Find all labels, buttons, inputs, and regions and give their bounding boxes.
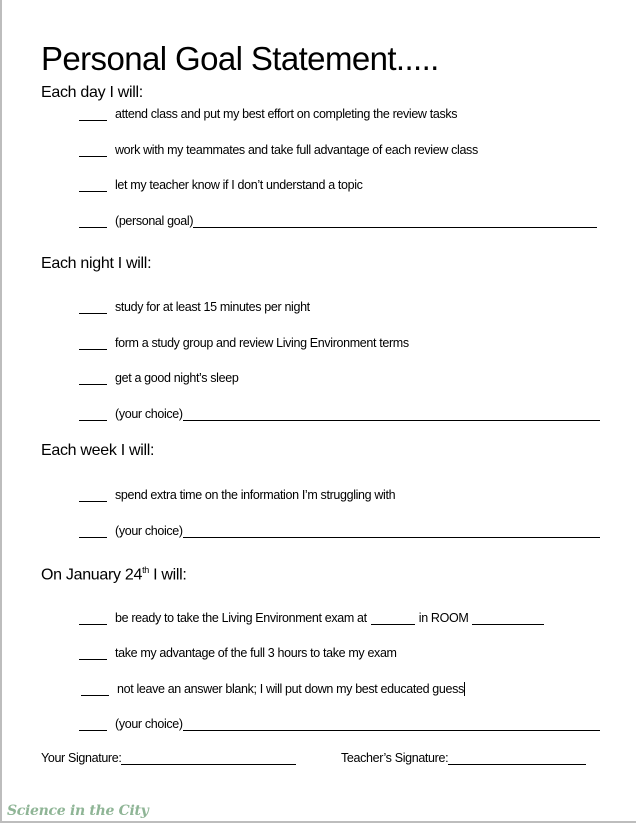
fill-line[interactable] (183, 407, 600, 421)
page-title: Personal Goal Statement..... (41, 40, 439, 77)
check-blank[interactable] (79, 178, 107, 192)
goal-text: (your choice) (115, 524, 183, 538)
check-blank[interactable] (79, 407, 107, 421)
goal-item (79, 644, 397, 660)
heading-superscript: th (142, 565, 149, 575)
goal-text: study for at least 15 minutes per night (115, 300, 310, 314)
time-fill-line[interactable] (371, 611, 415, 625)
goal-item (79, 522, 600, 538)
goal-text: (your choice) (115, 407, 183, 421)
check-blank[interactable] (79, 300, 107, 314)
goal-text: be ready to take the Living Environment exam at (115, 611, 367, 625)
goal-item (79, 141, 478, 157)
check-blank[interactable] (79, 488, 107, 502)
goal-text: (personal goal) (115, 214, 194, 228)
check-blank[interactable] (79, 717, 107, 731)
fill-line[interactable] (183, 524, 600, 538)
goal-text: attend class and put my best effort on completing the review tasks (115, 107, 458, 121)
check-blank[interactable] (81, 682, 109, 696)
check-blank[interactable] (79, 371, 107, 385)
section-heading-night: Each night I will: (41, 255, 152, 272)
your-signature-line[interactable] (121, 751, 296, 765)
goal-text: (your choice) (115, 717, 183, 731)
teacher-signature (341, 751, 586, 765)
goal-item (81, 680, 465, 696)
text-cursor (464, 682, 465, 696)
goal-item (79, 486, 395, 502)
goal-text: form a study group and review Living Environment terms (115, 336, 409, 350)
goal-text: in ROOM (418, 611, 469, 625)
goal-item (79, 176, 363, 192)
teacher-signature-label: Teacher’s Signature: (341, 751, 449, 765)
goal-item (79, 609, 544, 625)
teacher-signature-line[interactable] (448, 751, 586, 765)
fill-line[interactable] (183, 717, 600, 731)
footer-watermark: Science in the City (7, 803, 149, 819)
goal-text: get a good night’s sleep (115, 371, 239, 385)
section-heading-week: Each week I will: (41, 442, 155, 459)
check-blank[interactable] (79, 336, 107, 350)
goal-item (79, 334, 409, 350)
section-heading-day: Each day I will: (41, 84, 143, 101)
goal-text: take my advantage of the full 3 hours to take my exam (115, 646, 397, 660)
goal-text: let my teacher know if I don’t understand a topic (115, 178, 363, 192)
goal-item (79, 369, 238, 385)
room-fill-line[interactable] (472, 611, 544, 625)
goal-item (79, 105, 457, 121)
your-signature (41, 751, 296, 765)
check-blank[interactable] (79, 107, 107, 121)
heading-text: On January 24 (41, 566, 143, 584)
goal-item (79, 715, 600, 731)
fill-line[interactable] (193, 214, 597, 228)
section-heading-exam-day (41, 565, 187, 584)
check-blank[interactable] (79, 143, 107, 157)
check-blank[interactable] (79, 524, 107, 538)
goal-item (79, 298, 310, 314)
goal-item (79, 212, 597, 228)
your-signature-label: Your Signature: (41, 751, 122, 765)
check-blank[interactable] (79, 214, 107, 228)
goal-text: spend extra time on the information I’m struggling with (115, 488, 396, 502)
goal-text: work with my teammates and take full advantage of each review class (115, 143, 478, 157)
heading-text: I will: (148, 566, 187, 584)
check-blank[interactable] (79, 611, 107, 625)
goal-text: not leave an answer blank; I will put down my best educated guess (117, 682, 464, 696)
check-blank[interactable] (79, 646, 107, 660)
goal-item (79, 405, 600, 421)
